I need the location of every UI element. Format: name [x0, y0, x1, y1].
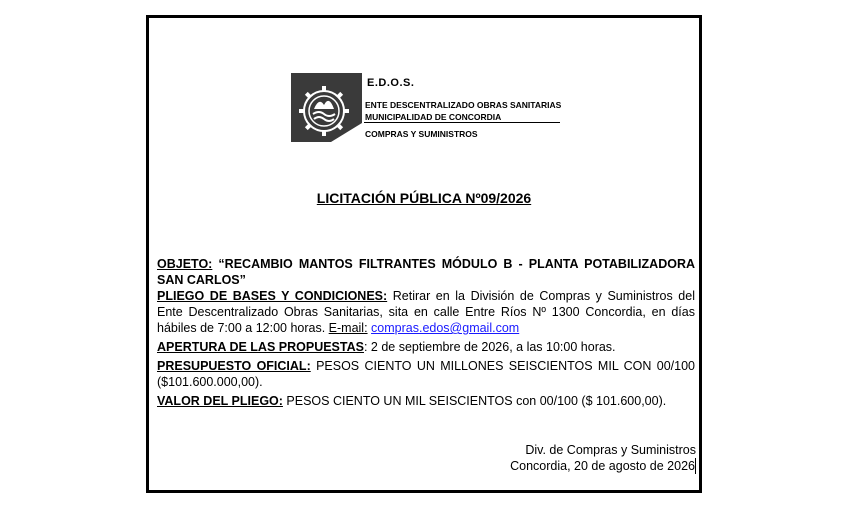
org-name-line1: ENTE DESCENTRALIZADO OBRAS SANITARIAS	[365, 100, 562, 110]
org-name-line2: MUNICIPALIDAD DE CONCORDIA	[365, 112, 502, 122]
department-name: COMPRAS Y SUMINISTROS	[365, 129, 478, 139]
notice-title	[149, 190, 699, 206]
email-label: E-mail:	[328, 321, 368, 335]
header-divider	[364, 122, 560, 123]
valor-label: VALOR DEL PLIEGO:	[157, 394, 283, 408]
objeto-label: OBJETO:	[157, 257, 213, 271]
title-prefix: LICITACIÓN PÚBLICA Nº	[316, 190, 481, 206]
org-abbreviation: E.D.O.S.	[367, 77, 415, 89]
presupuesto-label: PRESUPUESTO OFICIAL:	[157, 359, 311, 373]
signature-block	[510, 442, 696, 474]
email-link[interactable]: compras.edos@gmail.com	[371, 321, 520, 335]
signature-line1: Div. de Compras y Suministros	[525, 443, 696, 457]
org-name	[365, 99, 561, 123]
edos-seal-icon	[291, 73, 362, 142]
pliego-text: Retirar en la División de Compras y Suministros del Ente Descentralizado Obras Sanitarias, sita en calle Entre Ríos Nº 1300 Concordia, en días hábiles de 7:00 a 12:00 horas.	[157, 289, 695, 335]
notice-frame	[146, 15, 702, 493]
apertura-text: : 2 de septiembre de 2026, a las 10:00 horas.	[363, 340, 616, 354]
pliego-paragraph	[157, 288, 695, 336]
signature-line2: Concordia, 20 de agosto de 2026	[510, 459, 695, 473]
title-number: 09/2026	[480, 190, 532, 206]
presupuesto-paragraph	[157, 358, 695, 390]
apertura-label: APERTURA DE LAS PROPUESTAS	[157, 340, 364, 354]
objeto-text: “RECAMBIO MANTOS FILTRANTES MÓDULO B - PLANTA POTABILIZADORA SAN CARLOS”	[157, 257, 695, 287]
valor-text: PESOS CIENTO UN MIL SEISCIENTOS con 00/100 ($ 101.600,00).	[282, 394, 667, 408]
objeto-paragraph	[157, 256, 695, 288]
apertura-paragraph	[157, 339, 695, 355]
notice-body	[157, 256, 695, 409]
valor-paragraph	[157, 393, 695, 409]
presupuesto-text: PESOS CIENTO UN MILLONES SEISCIENTOS MIL CON 00/100 ($101.600.000,00).	[157, 359, 695, 389]
pliego-label: PLIEGO DE BASES Y CONDICIONES:	[157, 289, 388, 303]
